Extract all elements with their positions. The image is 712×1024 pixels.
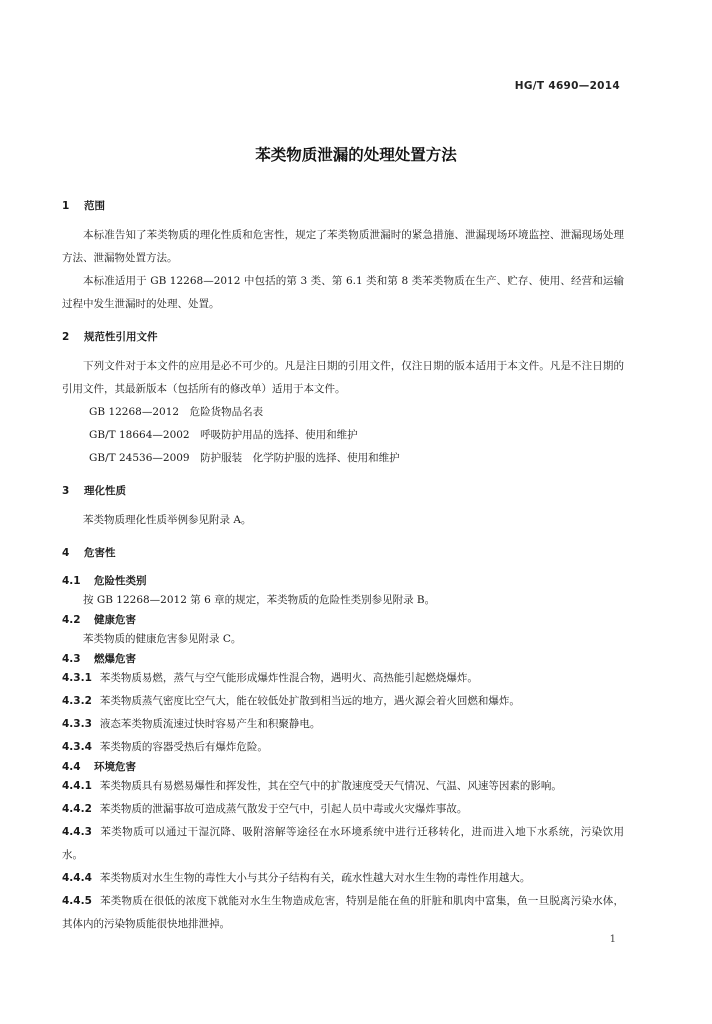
paragraph-text: 苯类物质蒸气密度比空气大，能在较低处扩散到相当远的地方，遇火源会着火回燃和爆炸。	[99, 695, 520, 707]
subsection-heading-4-3	[62, 651, 624, 667]
subsection-heading-4-4	[62, 759, 624, 775]
section-title: 规范性引用文件	[84, 331, 158, 343]
subsection-heading-4-2	[62, 612, 624, 628]
numbered-paragraph	[62, 890, 624, 936]
numbered-paragraph	[62, 713, 624, 736]
section-number: 1	[62, 200, 70, 212]
paragraph-text: 液态苯类物质流速过快时容易产生和积聚静电。	[99, 718, 321, 730]
paragraph-number: 4.3.4	[62, 741, 92, 753]
subsection-number: 4.2	[62, 614, 81, 626]
page-number: 1	[609, 934, 616, 945]
subsection-title: 危险性类别	[94, 575, 147, 587]
section-heading-4	[62, 545, 624, 561]
subsection-title: 健康危害	[94, 614, 136, 626]
section-number: 3	[62, 485, 70, 497]
paragraph-text: 苯类物质可以通过干湿沉降、吸附溶解等途径在水环境系统中进行迁移转化，进而进入地下水系统，污染饮用水。	[62, 826, 624, 861]
paragraph-number: 4.3.1	[62, 672, 92, 684]
section-heading-1	[62, 198, 624, 214]
paragraph-number: 4.4.4	[62, 872, 92, 884]
paragraph-number: 4.3.2	[62, 695, 92, 707]
numbered-paragraph	[62, 667, 624, 690]
paragraph-number: 4.4.5	[62, 895, 92, 907]
paragraph-number: 4.4.3	[62, 826, 92, 838]
paragraph: 苯类物质的健康危害参见附录 C。	[83, 633, 242, 645]
section-title: 范围	[84, 200, 105, 212]
paragraph: 按 GB 12268—2012 第 6 章的规定，苯类物质的危险性类别参见附录 B。	[83, 594, 436, 606]
subsection-title: 环境危害	[94, 761, 136, 773]
subsection-number: 4.1	[62, 575, 81, 587]
document-body	[62, 198, 624, 936]
section-number: 2	[62, 331, 70, 343]
subsection-title: 燃爆危害	[94, 653, 136, 665]
reference-item: GB/T 24536—2009 防护服装 化学防护服的选择、使用和维护	[89, 452, 400, 464]
paragraph: 本标准适用于 GB 12268—2012 中包括的第 3 类、第 6.1 类和第 8 类苯类物质在生产、贮存、使用、经营和运输过程中发生泄漏时的处理、处置。	[62, 275, 624, 310]
section-title: 危害性	[84, 547, 116, 559]
section-number: 4	[62, 547, 70, 559]
reference-item: GB/T 18664—2002 呼吸防护用品的选择、使用和维护	[89, 429, 358, 441]
paragraph-number: 4.4.2	[62, 803, 92, 815]
subsection-heading-4-1	[62, 573, 624, 589]
numbered-paragraph	[62, 798, 624, 821]
paragraph-text: 苯类物质对水生生物的毒性大小与其分子结构有关，疏水性越大对水生生物的毒性作用越大。	[99, 872, 531, 884]
paragraph: 下列文件对于本文件的应用是必不可少的。凡是注日期的引用文件，仅注日期的版本适用于本文件。凡是不注日期的引用文件，其最新版本（包括所有的修改单）适用于本文件。	[62, 360, 624, 395]
section-heading-3	[62, 483, 624, 499]
numbered-paragraph	[62, 690, 624, 713]
paragraph-text: 苯类物质的容器受热后有爆炸危险。	[99, 741, 268, 753]
subsection-number: 4.4	[62, 761, 81, 773]
standard-code: HG/T 4690—2014	[514, 80, 620, 92]
numbered-paragraph	[62, 867, 624, 890]
numbered-paragraph	[62, 736, 624, 759]
paragraph-text: 苯类物质的泄漏事故可造成蒸气散发于空气中，引起人员中毒或火灾爆炸事故。	[99, 803, 468, 815]
paragraph-number: 4.3.3	[62, 718, 92, 730]
subsection-number: 4.3	[62, 653, 81, 665]
paragraph-text: 苯类物质在很低的浓度下就能对水生生物造成危害，特别是能在鱼的肝脏和肌肉中富集，鱼一旦脱离污染水体，其体内的污染物质能很快地排泄掉。	[62, 895, 624, 930]
paragraph: 苯类物质理化性质举例参见附录 A。	[83, 514, 252, 526]
paragraph: 本标准告知了苯类物质的理化性质和危害性，规定了苯类物质泄漏时的紧急措施、泄漏现场环境监控、泄漏现场处理方法、泄漏物处置方法。	[62, 229, 624, 264]
section-heading-2	[62, 329, 624, 345]
reference-item: GB 12268—2012 危险货物品名表	[89, 406, 264, 418]
document-title: 苯类物质泄漏的处理处置方法	[255, 146, 457, 164]
paragraph-text: 苯类物质具有易燃易爆性和挥发性，其在空气中的扩散速度受天气情况、气温、风速等因素的影响。	[99, 780, 562, 792]
numbered-paragraph	[62, 775, 624, 798]
paragraph-number: 4.4.1	[62, 780, 92, 792]
section-title: 理化性质	[84, 485, 126, 497]
numbered-paragraph	[62, 821, 624, 867]
paragraph-text: 苯类物质易燃，蒸气与空气能形成爆炸性混合物，遇明火、高热能引起燃烧爆炸。	[99, 672, 478, 684]
